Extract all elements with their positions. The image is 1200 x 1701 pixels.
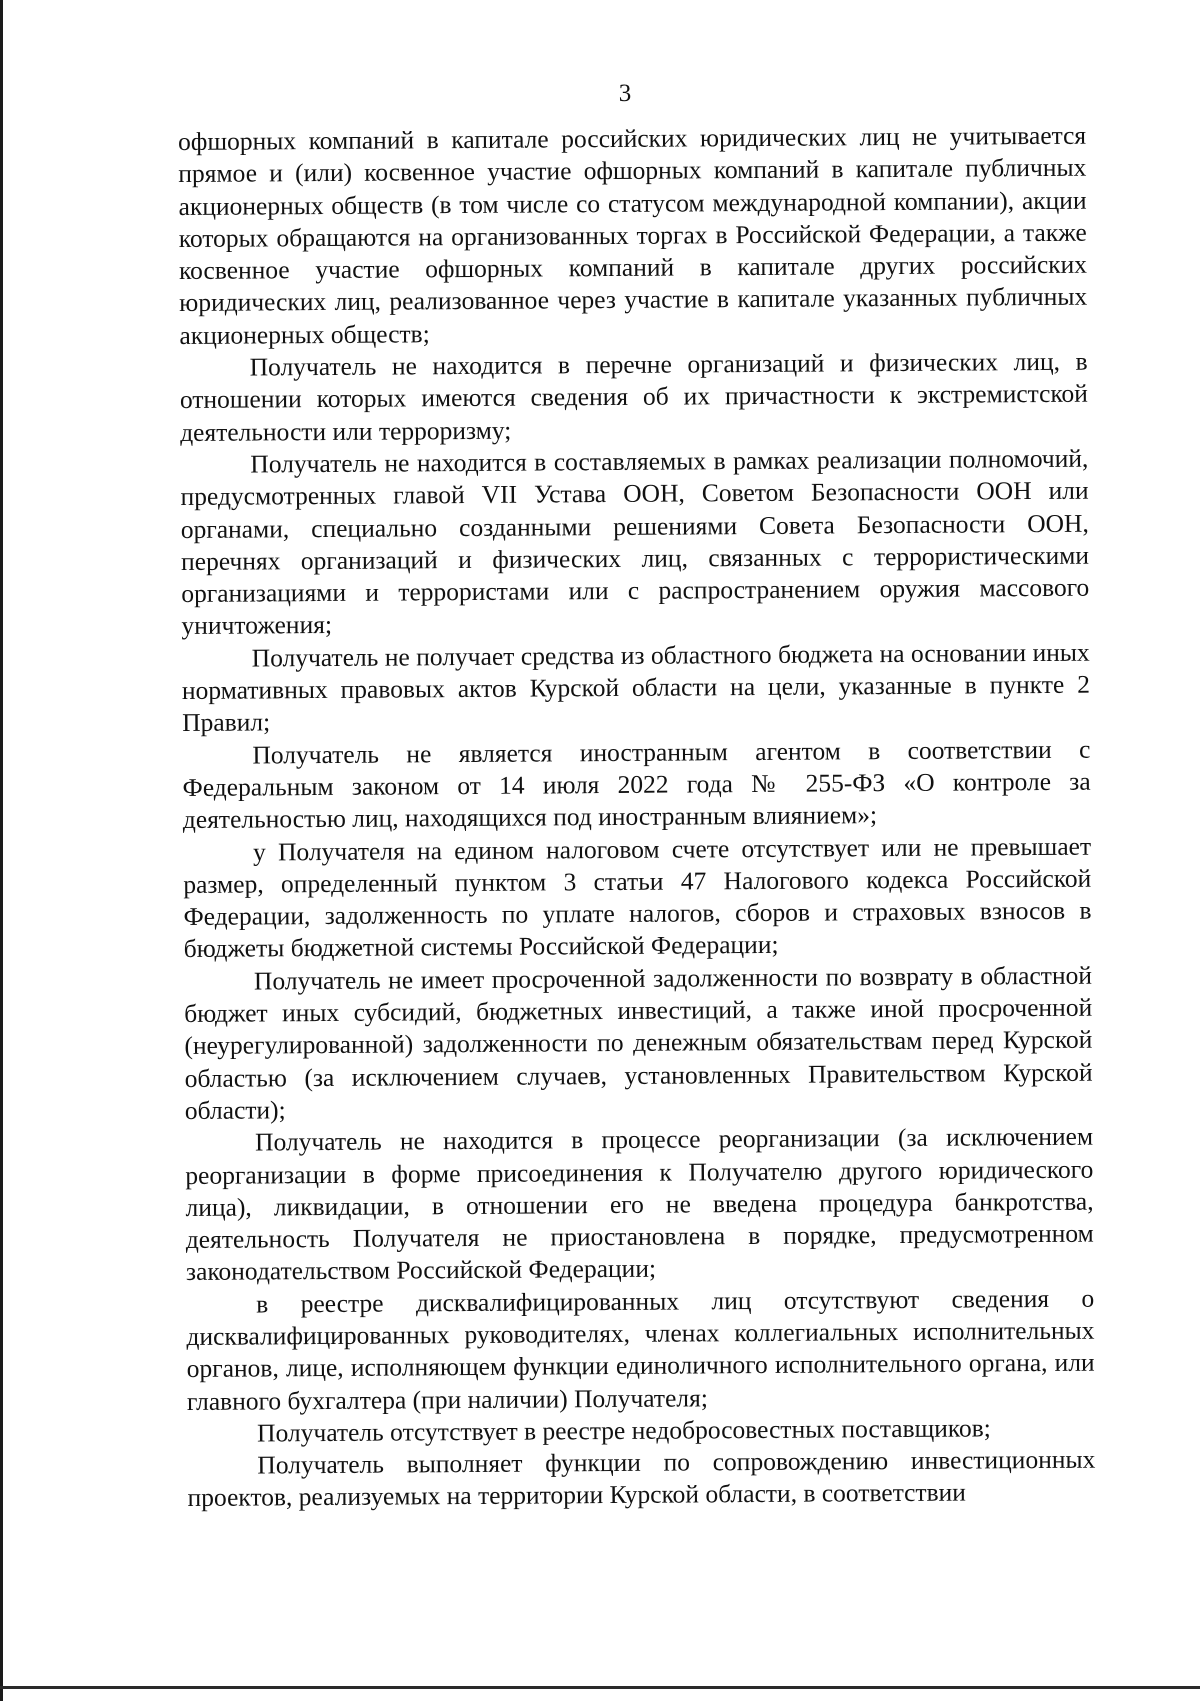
paragraph-extremism-list: Получатель не находится в перечне организаций и физических лиц, в отношении которых имеются сведения об их причастности к экстремистской деятельности или терроризму;	[179, 346, 1088, 447]
paragraph-unfair-suppliers: Получатель отсутствует в реестре недобросовестных поставщиков;	[257, 1413, 991, 1448]
scan-bottom-edge	[0, 1686, 1200, 1689]
paragraph-reorganization: Получатель не находится в процессе реорганизации (за исключением реорганизации в форме присоединения к Получателю другого юридического лица), ликвидации, в отношении его не введена процедура банкротства, деятельность Получателя не приостановлена в порядке, предусмотренном законодательством Российской Федерации;	[185, 1121, 1094, 1287]
paragraph-disqualified-registry: в реестре дисквалифицированных лиц отсутствуют сведения о дисквалифицированных руководителях, членах коллегиальных исполнительных органов, лице, исполняющем функции единоличного исполнительного органа, или главного бухгалтера (при наличии) Получателя;	[186, 1283, 1095, 1416]
paragraph-no-other-funds: Получатель не получает средства из областного бюджета на основании иных нормативных правовых актов Курской области на цели, указанные в пункте 2 Правил;	[181, 637, 1091, 738]
paragraph-overdue-debt: Получатель не имеет просроченной задолженности по возврату в областной бюджет иных субсидий, бюджетных инвестиций, а также иной просроченной (неурегулированной) задолженности по денежным обязательствам перед Курской областью (за исключением случаев, установленных Правительством Курской области);	[184, 960, 1093, 1125]
paragraph-investment-projects: Получатель выполняет функции по сопровождению инвестиционных проектов, реализуемых на территории Курской области, в соответствии	[187, 1444, 1096, 1513]
document-body	[178, 120, 1096, 1515]
scan-left-edge	[0, 0, 3, 1701]
paragraph-un-lists: Получатель не находится в составляемых в рамках реализации полномочий, предусмотренных главой VII Устава ООН, Советом Безопасности ООН или органами, специально созданными решениями Совета Безопасности ООН, перечнях организаций и физических лиц, связанных с террористическими организациями и террористами или с распространением оружия массового уничтожения;	[180, 443, 1090, 641]
page-number: 3	[618, 80, 632, 107]
paragraph-foreign-agent: Получатель не является иностранным агентом в соответствии с Федеральным законом от 14 июля 2022 года № 255-ФЗ «О контроле за деятельностью лиц, находящихся под иностранным влиянием»;	[182, 734, 1091, 835]
paragraph-offshore-participation: офшорных компаний в капитале российских юридических лиц не учитывается прямое и (или) косвенное участие офшорных компаний в капитале публичных акционерных обществ (в том числе со статусом международной компании), акции которых обращаются на организованных торгах в Российской Федерации, а также косвенное участие офшорных компаний в капитале других российских юридических лиц, реализованное через участие в капитале указанных публичных акционерных обществ;	[178, 120, 1088, 350]
paragraph-tax-debt: у Получателя на едином налоговом счете отсутствует или не превышает размер, определенный пунктом 3 статьи 47 Налогового кодекса Российской Федерации, задолженность по уплате налогов, сборов и страховых взносов в бюджеты бюджетной системы Российской Федерации;	[183, 831, 1092, 964]
